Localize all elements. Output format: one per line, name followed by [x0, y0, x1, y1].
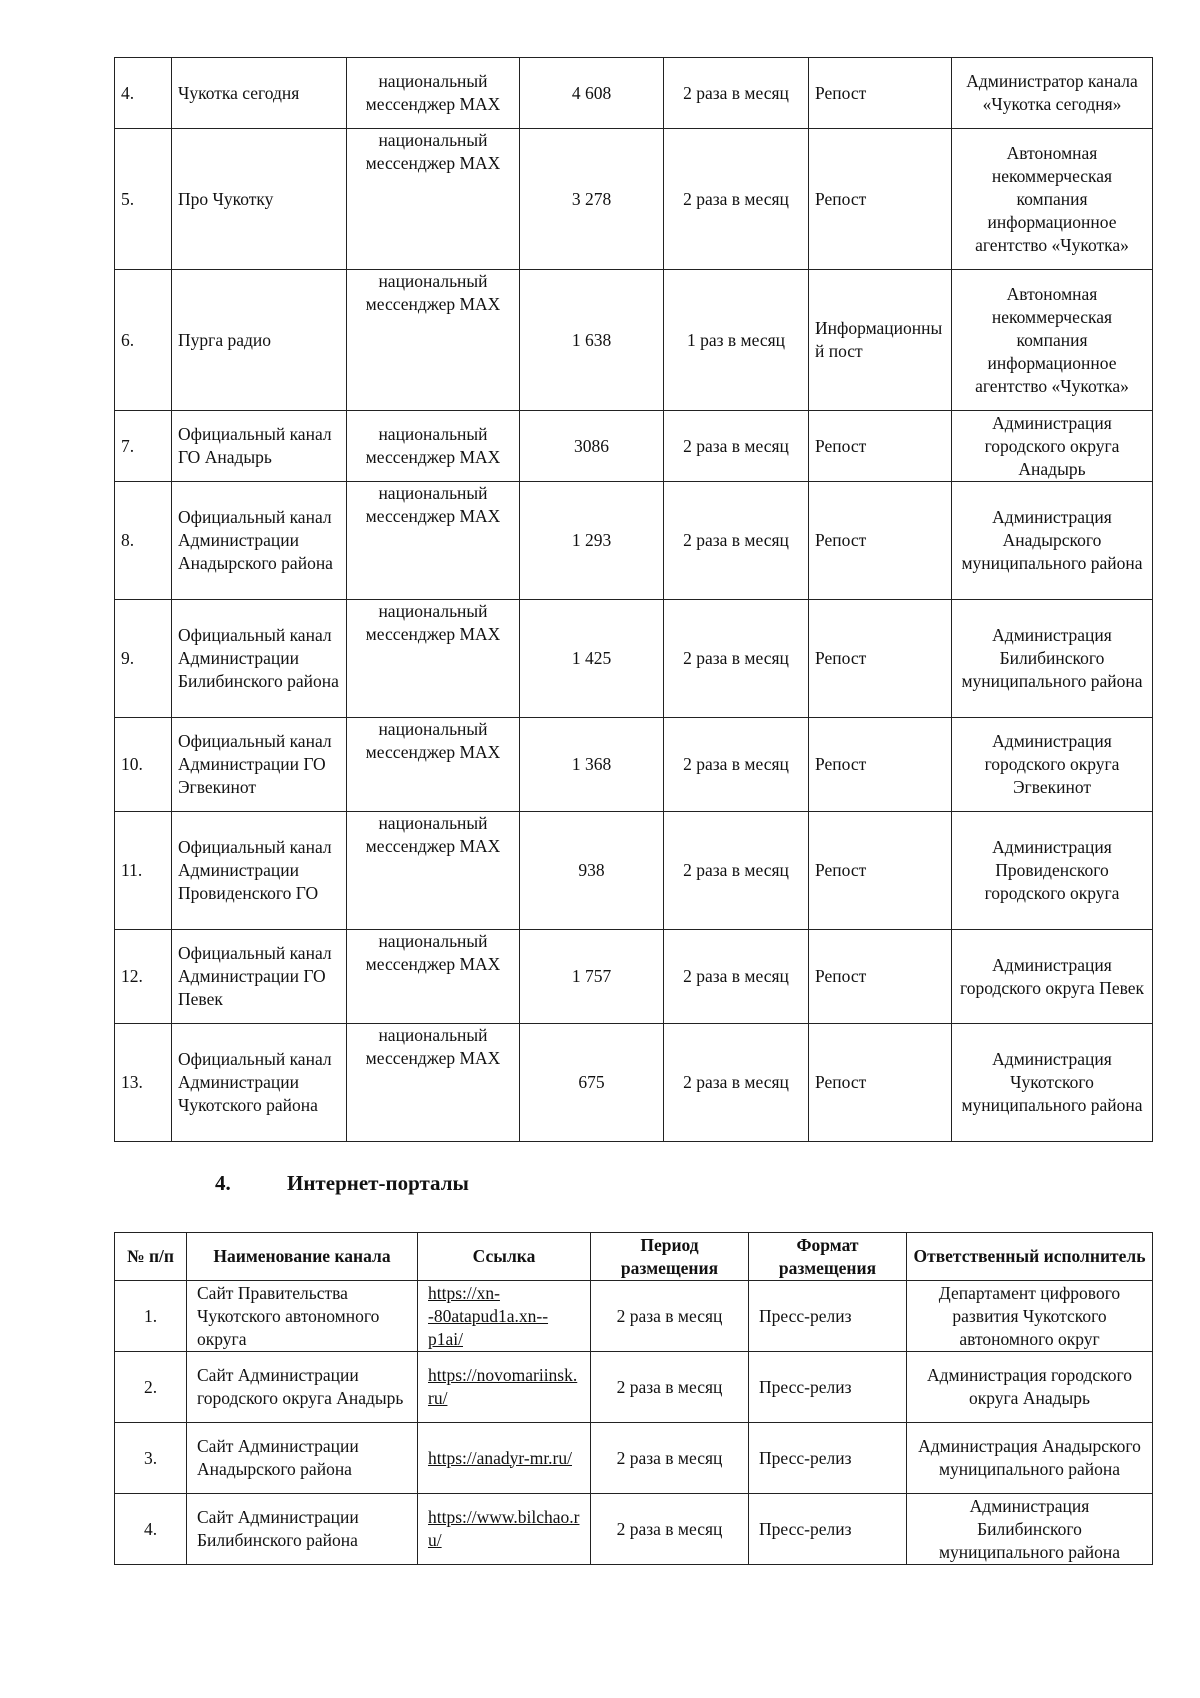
channel-platform: национальный мессенджер MAX [347, 600, 520, 718]
posting-format: Репост [809, 718, 952, 812]
portal-name: Сайт Администрации городского округа Анадырь [187, 1352, 418, 1423]
responsible-party: Автономная некоммерческая компания информационное агентство «Чукотка» [952, 129, 1153, 270]
channel-name: Чукотка сегодня [172, 58, 347, 129]
header-format: Формат размещения [749, 1233, 907, 1281]
row-number: 7. [115, 411, 172, 482]
section-number: 4. [215, 1171, 231, 1195]
internet-portals-table [114, 1232, 1153, 1565]
row-number: 12. [115, 930, 172, 1024]
channel-name: Официальный канал Администрации Чукотского района [172, 1024, 347, 1142]
table-row [115, 718, 1153, 812]
channel-audience: 3086 [520, 411, 664, 482]
responsible-party: Администрация Билибинского муниципального района [952, 600, 1153, 718]
channel-name: Официальный канал Администрации ГО Эгвекинот [172, 718, 347, 812]
row-number: 1. [115, 1281, 187, 1352]
posting-format: Информационный пост [809, 270, 952, 411]
posting-period: 2 раза в месяц [664, 411, 809, 482]
responsible-party: Администрация городского округа Анадырь [952, 411, 1153, 482]
posting-period: 2 раза в месяц [591, 1494, 749, 1565]
channel-platform: национальный мессенджер MAX [347, 129, 520, 270]
table-row [115, 411, 1153, 482]
posting-period: 2 раза в месяц [591, 1352, 749, 1423]
portal-name: Сайт Администрации Анадырского района [187, 1423, 418, 1494]
channel-name: Официальный канал Администрации Билибинского района [172, 600, 347, 718]
channel-name: Официальный канал Администрации Анадырского района [172, 482, 347, 600]
header-number: № п/п [115, 1233, 187, 1281]
header-period: Период размещения [591, 1233, 749, 1281]
channel-name: Официальный канал Администрации ГО Певек [172, 930, 347, 1024]
responsible-party: Администрация Чукотского муниципального района [952, 1024, 1153, 1142]
responsible-party: Автономная некоммерческая компания информационное агентство «Чукотка» [952, 270, 1153, 411]
posting-period: 2 раза в месяц [664, 129, 809, 270]
portal-link[interactable]: https://www.bilchao.ru/ [418, 1494, 591, 1565]
row-number: 13. [115, 1024, 172, 1142]
channel-name: Пурга радио [172, 270, 347, 411]
row-number: 4. [115, 1494, 187, 1565]
channel-platform: национальный мессенджер MAX [347, 930, 520, 1024]
table-row [115, 1281, 1153, 1352]
posting-format: Пресс-релиз [749, 1281, 907, 1352]
table-header-row [115, 1233, 1153, 1281]
posting-format: Репост [809, 411, 952, 482]
posting-format: Репост [809, 600, 952, 718]
responsible-party: Администрация городского округа Певек [952, 930, 1153, 1024]
responsible-party: Администрация городского округа Анадырь [907, 1352, 1153, 1423]
posting-format: Репост [809, 129, 952, 270]
posting-format: Репост [809, 812, 952, 930]
channel-audience: 1 638 [520, 270, 664, 411]
posting-format: Пресс-релиз [749, 1423, 907, 1494]
table-row [115, 270, 1153, 411]
posting-period: 2 раза в месяц [664, 930, 809, 1024]
table-row [115, 930, 1153, 1024]
channel-platform: национальный мессенджер MAX [347, 482, 520, 600]
posting-format: Репост [809, 58, 952, 129]
responsible-party: Администрация городского округа Эгвекинот [952, 718, 1153, 812]
responsible-party: Администрация Билибинского муниципального района [907, 1494, 1153, 1565]
row-number: 6. [115, 270, 172, 411]
channel-platform: национальный мессенджер MAX [347, 58, 520, 129]
header-responsible: Ответственный исполнитель [907, 1233, 1153, 1281]
header-link: Ссылка [418, 1233, 591, 1281]
posting-period: 2 раза в месяц [664, 812, 809, 930]
portal-link[interactable]: https://novomariinsk.ru/ [418, 1352, 591, 1423]
posting-period: 2 раза в месяц [664, 58, 809, 129]
channel-audience: 675 [520, 1024, 664, 1142]
posting-period: 2 раза в месяц [664, 482, 809, 600]
table-row [115, 129, 1153, 270]
table-row [115, 58, 1153, 129]
channel-platform: национальный мессенджер MAX [347, 1024, 520, 1142]
channel-platform: национальный мессенджер MAX [347, 812, 520, 930]
channel-name: Официальный канал ГО Анадырь [172, 411, 347, 482]
channel-platform: национальный мессенджер MAX [347, 718, 520, 812]
row-number: 3. [115, 1423, 187, 1494]
channel-platform: национальный мессенджер MAX [347, 270, 520, 411]
row-number: 2. [115, 1352, 187, 1423]
section-title: Интернет-порталы [287, 1171, 469, 1195]
channel-audience: 4 608 [520, 58, 664, 129]
channel-name: Официальный канал Администрации Провиденского ГО [172, 812, 347, 930]
channel-audience: 1 757 [520, 930, 664, 1024]
channel-audience: 1 425 [520, 600, 664, 718]
posting-format: Репост [809, 930, 952, 1024]
responsible-party: Администрация Анадырского муниципального района [952, 482, 1153, 600]
channel-platform: национальный мессенджер MAX [347, 411, 520, 482]
responsible-party: Администрация Провиденского городского округа [952, 812, 1153, 930]
table-row [115, 1423, 1153, 1494]
posting-period: 1 раз в месяц [664, 270, 809, 411]
table-row [115, 482, 1153, 600]
channel-name: Про Чукотку [172, 129, 347, 270]
row-number: 8. [115, 482, 172, 600]
responsible-party: Департамент цифрового развития Чукотского автономного округ [907, 1281, 1153, 1352]
header-channel-name: Наименование канала [187, 1233, 418, 1281]
posting-period: 2 раза в месяц [664, 600, 809, 718]
row-number: 5. [115, 129, 172, 270]
channel-audience: 3 278 [520, 129, 664, 270]
row-number: 11. [115, 812, 172, 930]
channel-audience: 938 [520, 812, 664, 930]
channel-audience: 1 368 [520, 718, 664, 812]
table-row [115, 812, 1153, 930]
posting-format: Пресс-релиз [749, 1494, 907, 1565]
posting-period: 2 раза в месяц [591, 1423, 749, 1494]
portal-link[interactable]: https://anadyr-mr.ru/ [418, 1423, 591, 1494]
table-row [115, 1494, 1153, 1565]
posting-period: 2 раза в месяц [664, 718, 809, 812]
table-row [115, 1024, 1153, 1142]
responsible-party: Администрация Анадырского муниципального района [907, 1423, 1153, 1494]
table-row [115, 600, 1153, 718]
posting-period: 2 раза в месяц [664, 1024, 809, 1142]
posting-format: Репост [809, 1024, 952, 1142]
row-number: 10. [115, 718, 172, 812]
portal-link[interactable]: https://xn--80atapud1a.xn--p1ai/ [418, 1281, 591, 1352]
messenger-channels-table [114, 57, 1153, 1142]
portal-name: Сайт Администрации Билибинского района [187, 1494, 418, 1565]
section-heading [215, 1171, 469, 1196]
posting-period: 2 раза в месяц [591, 1281, 749, 1352]
table-row [115, 1352, 1153, 1423]
posting-format: Пресс-релиз [749, 1352, 907, 1423]
responsible-party: Администратор канала «Чукотка сегодня» [952, 58, 1153, 129]
channel-audience: 1 293 [520, 482, 664, 600]
posting-format: Репост [809, 482, 952, 600]
portal-name: Сайт Правительства Чукотского автономного округа [187, 1281, 418, 1352]
row-number: 9. [115, 600, 172, 718]
row-number: 4. [115, 58, 172, 129]
